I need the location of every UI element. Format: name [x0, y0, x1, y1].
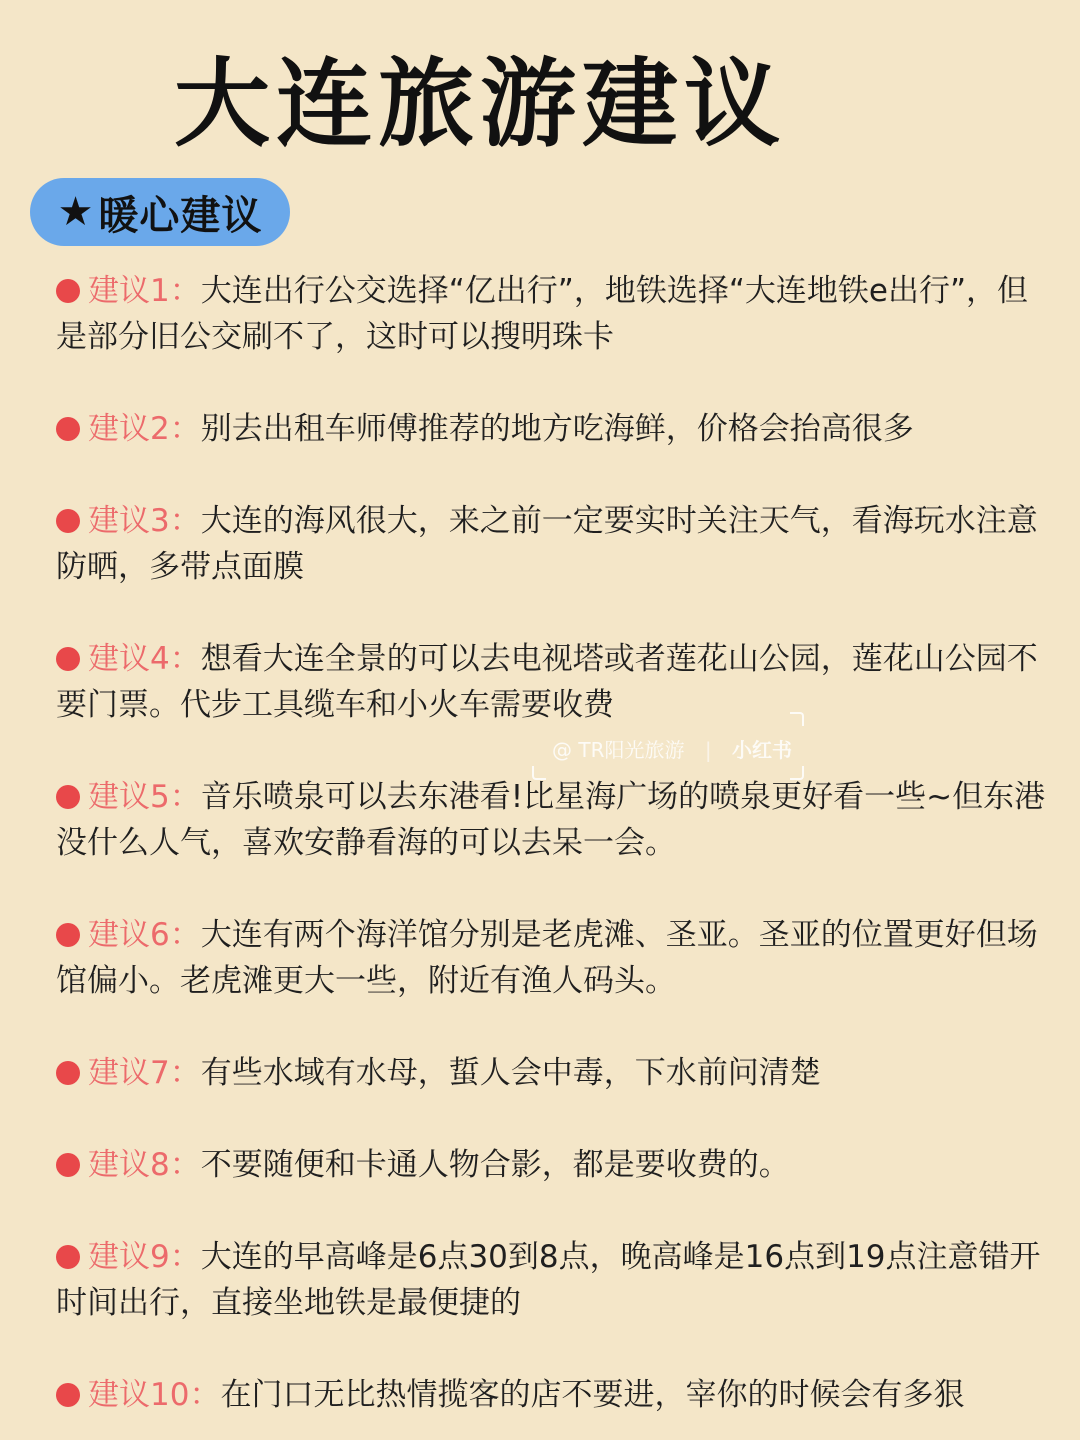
red-dot-icon	[56, 785, 80, 809]
tip-text: 别去出租车师傅推荐的地方吃海鲜，价格会抬高很多	[200, 411, 914, 447]
red-dot-icon	[56, 1245, 80, 1269]
watermark-corner	[790, 712, 804, 726]
tip-text: 音乐喷泉可以去东港看!比星海广场的喷泉更好看一些~但东港没什么人气，喜欢安静看海的可以去呆一会。	[56, 779, 1046, 861]
tip-label: 建议9：	[88, 1239, 201, 1275]
watermark-handle: @ TR阳光旅游	[552, 738, 685, 762]
tip-label: 建议3：	[88, 503, 201, 539]
star-icon: ★	[57, 189, 95, 235]
tip-item-9	[56, 1234, 1046, 1326]
tip-text: 大连的海风很大，来之前一定要实时关注天气，看海玩水注意防晒，多带点面膜	[56, 503, 1038, 585]
tip-label: 建议8：	[88, 1147, 201, 1183]
tip-item-3	[56, 498, 1046, 590]
tip-label: 建议2：	[88, 411, 201, 447]
tip-label: 建议5：	[88, 779, 201, 815]
watermark-corner	[790, 766, 804, 780]
tip-item-5	[56, 774, 1046, 866]
red-dot-icon	[56, 1383, 80, 1407]
watermark-separator: |	[704, 738, 712, 762]
tip-text: 大连的早高峰是6点30到8点，晚高峰是16点到19点注意错开时间出行，直接坐地铁是最便捷的	[56, 1239, 1041, 1321]
red-dot-icon	[56, 279, 80, 303]
red-dot-icon	[56, 923, 80, 947]
watermark-text	[552, 734, 792, 763]
tip-label: 建议4：	[88, 641, 201, 677]
tip-item-8	[56, 1142, 1046, 1188]
tip-text: 大连有两个海洋馆分别是老虎滩、圣亚。圣亚的位置更好但场馆偏小。老虎滩更大一些，附近有渔人码头。	[56, 917, 1038, 999]
tip-label: 建议7：	[88, 1055, 201, 1091]
tip-text: 不要随便和卡通人物合影，都是要收费的。	[200, 1147, 790, 1183]
watermark	[532, 712, 804, 780]
tip-item-2	[56, 406, 1046, 452]
tip-label: 建议6：	[88, 917, 201, 953]
tip-item-1	[56, 268, 1046, 360]
tip-item-10	[56, 1372, 1046, 1418]
tip-label: 建议1：	[88, 273, 201, 309]
tip-item-7	[56, 1050, 1046, 1096]
page-title: 大连旅游建议	[174, 48, 786, 160]
tip-text: 想看大连全景的可以去电视塔或者莲花山公园，莲花山公园不要门票。代步工具缆车和小火车需要收费	[56, 641, 1038, 723]
section-badge-label: 暖心建议	[98, 192, 263, 239]
tip-text: 有些水域有水母，蜇人会中毒，下水前问清楚	[200, 1055, 821, 1091]
watermark-corner	[532, 766, 546, 780]
red-dot-icon	[56, 509, 80, 533]
tip-text: 在门口无比热情揽客的店不要进，宰你的时候会有多狠	[220, 1377, 965, 1413]
red-dot-icon	[56, 1061, 80, 1085]
tip-label: 建议10：	[88, 1377, 221, 1413]
red-dot-icon	[56, 1153, 80, 1177]
section-badge	[30, 178, 290, 246]
red-dot-icon	[56, 417, 80, 441]
tip-text: 大连出行公交选择“亿出行”，地铁选择“大连地铁e出行”，但是部分旧公交刷不了，这时可以搜明珠卡	[56, 273, 1029, 355]
tip-item-6	[56, 912, 1046, 1004]
red-dot-icon	[56, 647, 80, 671]
watermark-brand-logo: 小红书	[731, 738, 792, 762]
